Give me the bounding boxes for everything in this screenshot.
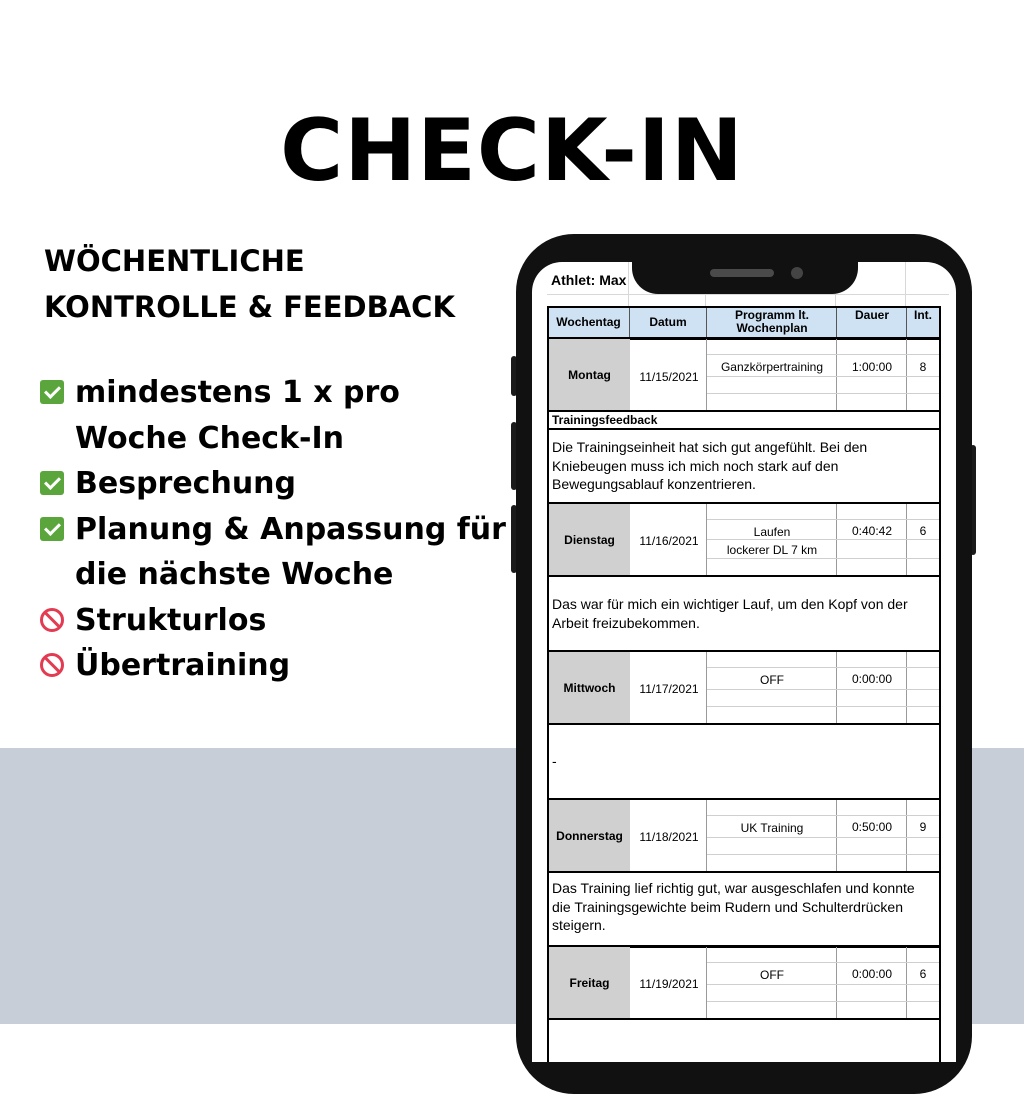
- checklist-item-continued: [40, 416, 506, 462]
- day-duration: 0:00:00: [851, 672, 893, 686]
- day-intensity: 6: [919, 524, 927, 538]
- checklist-item-text: Planung & Anpassung für: [75, 511, 506, 547]
- checklist-item-continued: [40, 552, 506, 598]
- row-divider: [707, 984, 939, 985]
- check-icon: [40, 380, 64, 404]
- day-intensity: 9: [919, 820, 927, 834]
- subtitle-line-1: WÖCHENTLICHE: [44, 244, 305, 278]
- row-divider: [707, 519, 939, 520]
- table-header: [547, 306, 941, 340]
- checklist-item-text: die nächste Woche: [75, 557, 394, 592]
- column-separator: [906, 339, 907, 410]
- row-divider: [707, 393, 939, 394]
- row-divider: [707, 854, 939, 855]
- day-intensity: 8: [919, 360, 927, 374]
- row-divider: [707, 689, 939, 690]
- day-program: OFF: [760, 968, 784, 982]
- subtitle-line-2: KONTROLLE & FEEDBACK: [44, 290, 455, 324]
- column-separator: [906, 800, 907, 871]
- grid-line: [547, 294, 949, 295]
- day-feedback: Das Training lief richtig gut, war ausgeschlafen und konnte die Trainingsgewichte beim Rudern und Schulterdrücken steigern.: [547, 873, 941, 948]
- phone-screen: [532, 262, 956, 1062]
- row-divider: [707, 815, 939, 816]
- checklist-item-text: Besprechung: [75, 466, 297, 501]
- checklist-item-text: Übertraining: [75, 648, 291, 683]
- checklist-item: [40, 370, 506, 416]
- day-feedback: Das war für mich ein wichtiger Lauf, um den Kopf von der Arbeit freizubekommen.: [547, 577, 941, 652]
- day-duration: 0:50:00: [851, 820, 893, 834]
- grid-line: [628, 262, 629, 306]
- day-row-mittwoch: [547, 650, 941, 725]
- day-duration: 0:00:00: [851, 967, 893, 981]
- day-duration: 0:40:42: [851, 524, 893, 538]
- day-program: Laufen: [753, 525, 791, 539]
- day-name: Dienstag: [549, 504, 630, 575]
- prohibited-icon: [40, 653, 64, 677]
- check-icon: [40, 471, 64, 495]
- checklist-item-text: Woche Check-In: [75, 420, 344, 456]
- day-date: 11/15/2021: [639, 370, 699, 384]
- row-divider: [707, 1001, 939, 1002]
- day-feedback: [547, 1020, 941, 1062]
- day-date: 11/19/2021: [639, 977, 699, 991]
- checklist-item: [40, 461, 506, 507]
- feedback-label: Trainingsfeedback: [547, 412, 941, 430]
- row-divider: [707, 354, 939, 355]
- checklist-item: [40, 598, 506, 644]
- day-date: 11/16/2021: [639, 534, 699, 548]
- speaker-icon: [710, 269, 774, 277]
- header-duration: Dauer: [854, 308, 889, 322]
- day-duration: 1:00:00: [851, 360, 893, 374]
- row-divider: [707, 837, 939, 838]
- day-program: UK Training: [740, 821, 804, 835]
- day-program: Ganzkörpertraining: [720, 360, 824, 374]
- column-separator: [906, 652, 907, 723]
- day-date: 11/18/2021: [639, 830, 699, 844]
- day-intensity: 6: [919, 967, 927, 981]
- day-row-dienstag: [547, 502, 941, 577]
- row-divider: [707, 706, 939, 707]
- header-program: Programm lt. Wochenplan: [734, 308, 809, 335]
- day-name: Freitag: [549, 947, 630, 1018]
- row-divider: [707, 962, 939, 963]
- prohibited-icon: [40, 608, 64, 632]
- day-date: 11/17/2021: [639, 682, 699, 696]
- header-intensity: Int.: [914, 308, 932, 322]
- checklist-item-text: Strukturlos: [75, 602, 267, 638]
- subtitle: [44, 238, 455, 330]
- checklist-item-text: mindestens 1 x pro: [75, 375, 400, 410]
- header-weekday: Wochentag: [556, 315, 621, 329]
- day-row-donnerstag: [547, 798, 941, 873]
- checklist-item: [40, 643, 506, 689]
- feature-checklist: [40, 370, 506, 689]
- day-row-montag: [547, 337, 941, 412]
- row-divider: [707, 667, 939, 668]
- column-separator: [906, 947, 907, 1018]
- day-row-freitag: [547, 945, 941, 1020]
- grid-line: [905, 262, 906, 306]
- checklist-item: [40, 507, 506, 553]
- day-feedback: -: [547, 725, 941, 800]
- athlete-label: Athlet: Max: [551, 272, 627, 288]
- day-feedback: Die Trainingseinheit hat sich gut angefühlt. Bei den Kniebeugen muss ich mich noch stark auf den Bewegungsablauf konzentrieren.: [547, 430, 941, 504]
- day-name: Mittwoch: [549, 652, 630, 723]
- header-date: Datum: [649, 315, 687, 329]
- page-title: CHECK-IN: [280, 101, 744, 201]
- row-divider: [707, 376, 939, 377]
- day-name: Montag: [549, 339, 630, 410]
- day-program: OFF: [760, 673, 784, 687]
- check-icon: [40, 517, 64, 541]
- day-program-detail: lockerer DL 7 km: [726, 543, 818, 557]
- phone-notch: [632, 234, 858, 294]
- day-name: Donnerstag: [549, 800, 630, 871]
- camera-icon: [791, 267, 803, 279]
